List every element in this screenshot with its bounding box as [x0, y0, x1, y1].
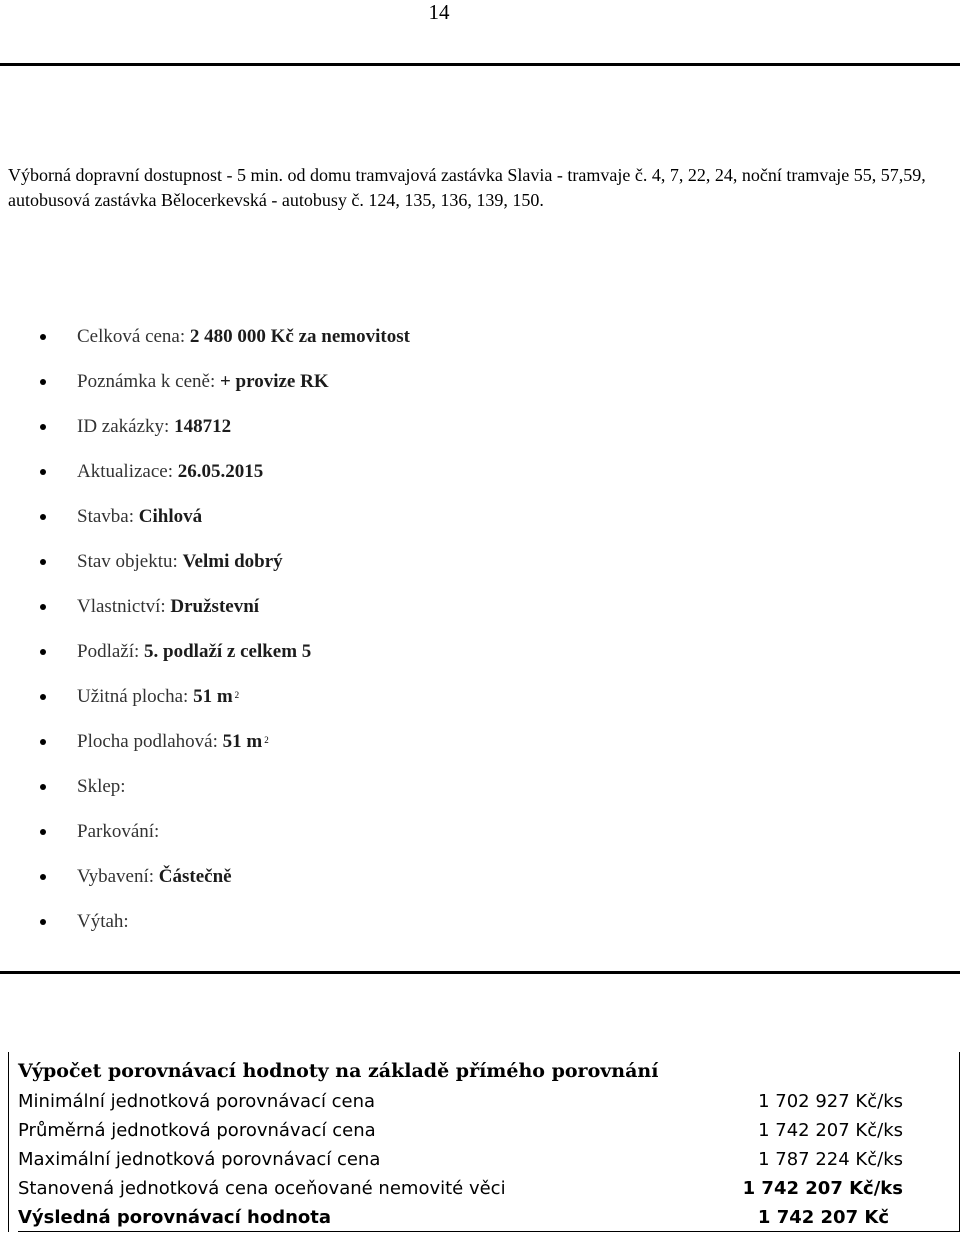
- row-label: Maximální jednotková porovnávací cena: [18, 1149, 381, 1170]
- spec-furnishing: [0, 863, 410, 908]
- spec-label: Výtah:: [77, 911, 129, 932]
- row-value: 1 742 207 Kč/ks: [758, 1120, 903, 1141]
- row-label: Výsledná porovnávací hodnota: [18, 1207, 332, 1228]
- bullet-icon: [40, 694, 46, 700]
- valuation-row-min: [18, 1087, 959, 1116]
- spec-label: Stavba:: [77, 506, 139, 527]
- row-label: Průměrná jednotková porovnávací cena: [18, 1120, 376, 1141]
- spec-label: Vlastnictví:: [77, 596, 171, 617]
- valuation-row-avg: [18, 1116, 959, 1145]
- spec-elevator: [0, 908, 410, 953]
- bullet-icon: [40, 739, 46, 745]
- bullet-icon: [40, 379, 46, 385]
- valuation-table: [8, 1052, 960, 1232]
- row-value: 1 702 927 Kč/ks: [758, 1091, 903, 1112]
- spec-label: ID zakázky:: [77, 416, 175, 437]
- row-label: Stanovená jednotková cena oceňované nemovité věci: [18, 1178, 506, 1199]
- bullet-icon: [40, 919, 46, 925]
- spec-floor: [0, 638, 410, 683]
- valuation-row-result: [18, 1203, 959, 1232]
- spec-price-note: [0, 368, 410, 413]
- spec-value: Velmi dobrý: [182, 551, 283, 572]
- bullet-icon: [40, 829, 46, 835]
- spec-value: + provize RK: [219, 371, 329, 392]
- bullet-icon: [40, 334, 46, 340]
- spec-construction: [0, 503, 410, 548]
- spec-label: Poznámka k ceně:: [77, 371, 220, 392]
- spec-label: Stav objektu:: [77, 551, 183, 572]
- spec-value: 51 m: [193, 686, 233, 707]
- section-divider: [0, 971, 960, 974]
- row-value: 1 787 224 Kč/ks: [758, 1149, 903, 1170]
- transport-description: Výborná dopravní dostupnost - 5 min. od domu tramvajová zastávka Slavia - tramvaje č. 4, 7, 22, 24, noční tramvaje 55, 57,59, autobusová zastávka Bělocerkevská - autobusy č. 124, 135, 136, 139, 150.: [8, 165, 926, 210]
- table-bottom-border: [18, 1231, 959, 1232]
- spec-value: Cihlová: [138, 506, 203, 527]
- spec-condition: [0, 548, 410, 593]
- spec-label: Celková cena:: [77, 326, 190, 347]
- spec-parking: [0, 818, 410, 863]
- spec-label: Plocha podlahová:: [77, 731, 223, 752]
- spec-label: Sklep:: [77, 776, 126, 797]
- spec-value: 148712: [174, 416, 232, 437]
- spec-value: 5. podlaží z celkem 5: [144, 641, 312, 662]
- spec-value: 2 480 000 Kč za nemovitost: [189, 326, 410, 347]
- spec-cellar: [0, 773, 410, 818]
- page-number: 14: [428, 0, 450, 24]
- spec-label: Parkování:: [77, 821, 160, 842]
- row-value: 1 742 207 Kč: [757, 1207, 889, 1228]
- valuation-row-max: [18, 1145, 959, 1174]
- spec-value: Částečně: [158, 866, 232, 887]
- spec-value: 51 m: [222, 731, 263, 752]
- spec-value: 26.05.2015: [177, 461, 264, 482]
- spec-usable-area: [0, 683, 410, 728]
- bullet-icon: [40, 559, 46, 565]
- bullet-icon: [40, 874, 46, 880]
- row-value: 1 742 207 Kč/ks: [742, 1178, 903, 1199]
- spec-order-id: [0, 413, 410, 458]
- spec-label: Podlaží:: [77, 641, 145, 662]
- bullet-icon: [40, 514, 46, 520]
- bullet-icon: [40, 604, 46, 610]
- unit-superscript: 2: [264, 735, 269, 745]
- spec-label: Vybavení:: [77, 866, 159, 887]
- bullet-icon: [40, 469, 46, 475]
- bullet-icon: [40, 784, 46, 790]
- bullet-icon: [40, 649, 46, 655]
- spec-label: Aktualizace:: [77, 461, 178, 482]
- spec-total-price: [0, 323, 410, 368]
- unit-superscript: 2: [234, 690, 240, 700]
- spec-updated: [0, 458, 410, 503]
- spec-floor-area: [0, 728, 410, 773]
- spec-label: Užitná plocha:: [77, 686, 194, 707]
- bullet-icon: [40, 424, 46, 430]
- row-label: Minimální jednotková porovnávací cena: [18, 1091, 376, 1112]
- valuation-title: Výpočet porovnávací hodnoty na základě přímého porovnání: [18, 1060, 659, 1082]
- spec-ownership: [0, 593, 410, 638]
- property-spec-list: [0, 323, 410, 953]
- top-divider: [0, 63, 960, 66]
- spec-value: Družstevní: [170, 596, 260, 617]
- valuation-row-assessed: [18, 1174, 959, 1203]
